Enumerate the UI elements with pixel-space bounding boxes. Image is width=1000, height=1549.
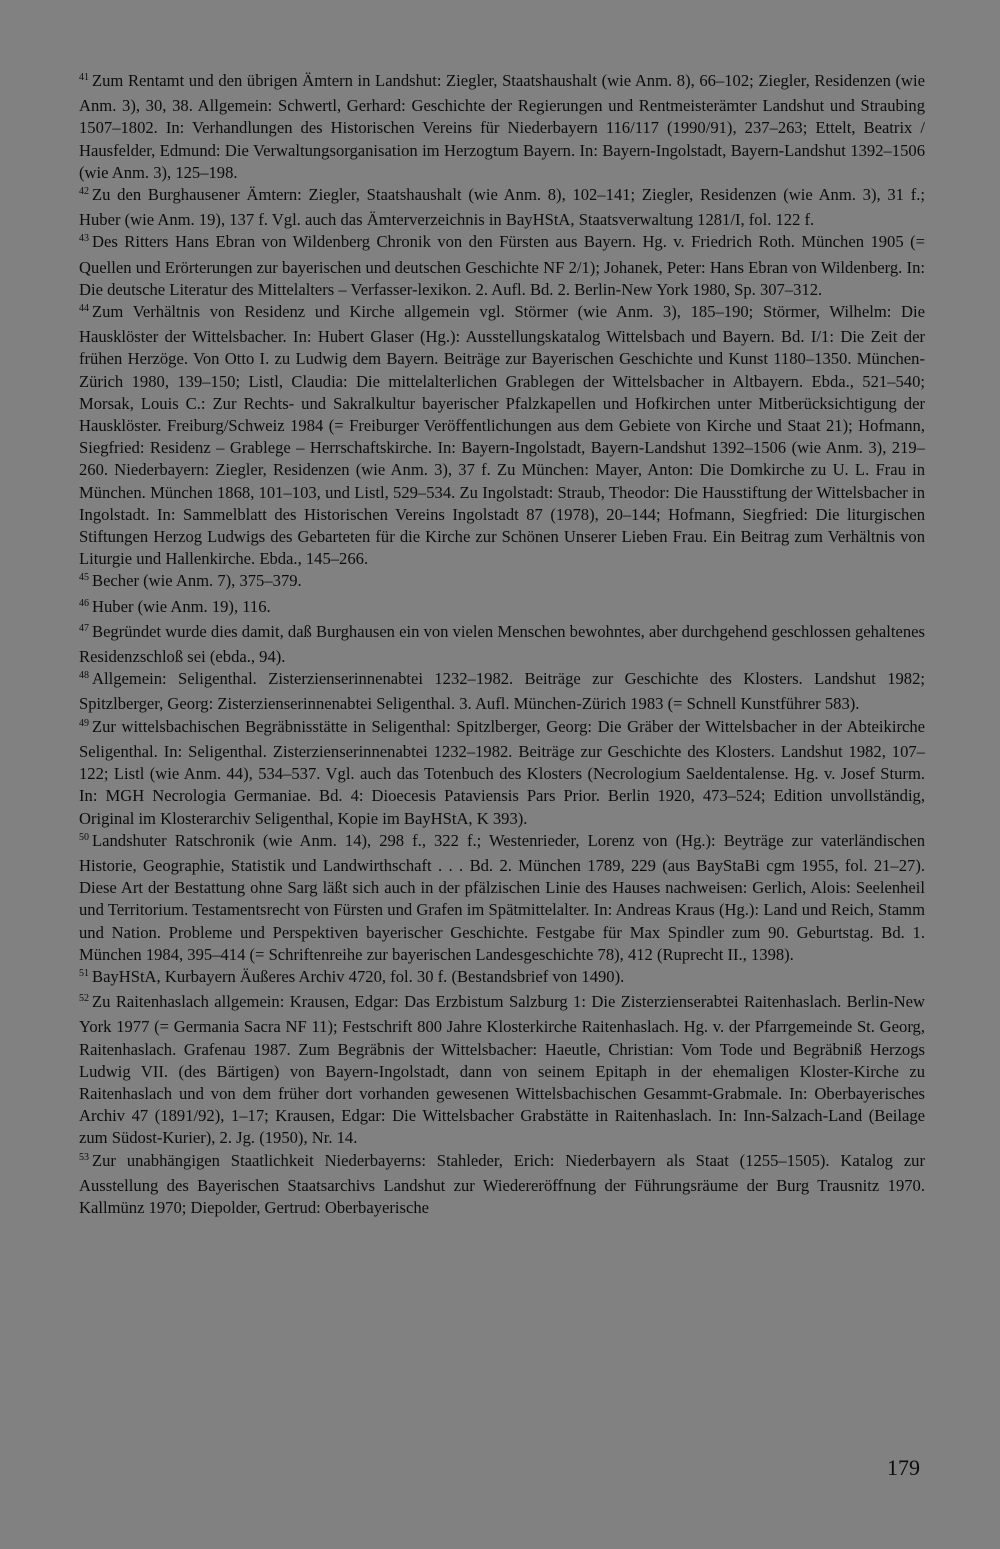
footnote-44 (79, 301, 925, 570)
footnote-number: 49 (79, 717, 89, 729)
footnote-number: 50 (79, 831, 89, 843)
footnote-text: Becher (wie Anm. 7), 375–379. (92, 571, 302, 591)
footnote-number: 51 (79, 967, 89, 979)
footnote-number: 53 (79, 1151, 89, 1163)
footnote-50 (79, 830, 925, 966)
footnote-51 (79, 966, 925, 991)
footnotes (79, 70, 925, 1219)
footnote-text: Zu Raitenhaslach allgemein: Krausen, Edgar: Das Erzbistum Salzburg 1: Die Zisterzienserabtei Raitenhaslach. Berlin-New York 1977 (= Germania Sacra NF 11); Festschrift 800 Jahre Klosterkirche Raitenhaslach. Hg. v. der Pfarrgemeinde St. Georg, Raitenhaslach. Grafenau 1987. Zum Begräbnis der Wittelsbacher: Haeutle, Christian: Vom Tode und Begräbniß Herzogs Ludwig VII. (des Bärtigen) von Bayern-Ingolstadt, dann von seinem Epitaph in der ehemaligen Kloster-Kirche zu Raitenhaslach und von dem früher dort vorhanden gewesenen Wittelsbachischen Gesammt-Grabmale. In: Oberbayerisches Archiv 47 (1891/92), 1–17; Krausen, Edgar: Die Wittelsbacher Grabstätte in Raitenhaslach. In: Inn-Salzach-Land (Beilage zum Südost-Kurier), 2. Jg. (1950), Nr. 14. (79, 992, 925, 1148)
footnote-text: Begründet wurde dies damit, daß Burghausen ein von vielen Menschen bewohntes, aber durchgehend geschlossen gehaltenes Residenzschloß sei (ebda., 94). (79, 621, 925, 667)
footnote-text: Zur unabhängigen Staatlichkeit Niederbayerns: Stahleder, Erich: Niederbayern als Staat (1255–1505). Katalog zur Ausstellung des Bayerischen Staatsarchivs Landshut zur Wiedereröffnung der Führungsräume der Burg Trausnitz 1970. Kallmünz 1970; Diepolder, Gertrud: Oberbayerische (79, 1150, 925, 1217)
footnote-text: Zur wittelsbachischen Begräbnisstätte in Seligenthal: Spitzlberger, Georg: Die Gräber der Wittelsbacher in der Abteikirche Seligenthal. In: Seligenthal. Zisterzienserinnenabtei 1232–1982. Beiträge zur Geschichte des Klosters. Landshut 1982, 107–122; Listl (wie Anm. 44), 534–537. Vgl. auch das Totenbuch des Klosters (Necrologium Saeldentalense. Hg. v. Josef Sturm. In: MGH Necrologia Germaniae. Bd. 4: Dioecesis Pataviensis Pars Prior. Berlin 1920, 473–524; Edition unvollständig, Original im Klosterarchiv Seligenthal, Kopie im BayHStA, K 393). (79, 716, 925, 828)
footnote-48 (79, 668, 925, 715)
footnote-42 (79, 184, 925, 231)
footnote-text: Allgemein: Seligenthal. Zisterzienserinnenabtei 1232–1982. Beiträge zur Geschichte des Klosters. Landshut 1982; Spitzlberger, Georg: Zisterzienserinnenabtei Seligenthal. 3. Aufl. München-Zürich 1983 (= Schnell Kunstführer 583). (79, 669, 925, 714)
footnote-number: 42 (79, 186, 89, 198)
footnote-number: 45 (79, 572, 89, 584)
footnote-46 (79, 596, 925, 621)
footnote-41 (79, 70, 925, 184)
footnote-number: 43 (79, 233, 89, 245)
footnote-47 (79, 621, 925, 668)
footnote-number: 48 (79, 670, 89, 682)
footnote-43 (79, 231, 925, 301)
footnote-text: Des Ritters Hans Ebran von Wildenberg Chronik von den Fürsten aus Bayern. Hg. v. Friedrich Roth. München 1905 (= Quellen und Erörterungen zur bayerischen und deutschen Geschichte NF 2/1); Johanek, Peter: Hans Ebran von Wildenberg. In: Die deutsche Literatur des Mittelalters – Verfasser-lexikon. 2. Aufl. Bd. 2. Berlin-New York 1980, Sp. 307–312. (79, 232, 925, 299)
footnote-52 (79, 991, 925, 1149)
footnote-49 (79, 716, 925, 830)
footnote-45 (79, 570, 925, 595)
footnote-text: Zu den Burghausener Ämtern: Ziegler, Staatshaushalt (wie Anm. 8), 102–141; Ziegler, Residenzen (wie Anm. 3), 31 f.; Huber (wie Anm. 19), 137 f. Vgl. auch das Ämterverzeichnis in BayHStA, Staatsverwaltung 1281/I, fol. 122 f. (79, 185, 925, 230)
footnote-text: Zum Rentamt und den übrigen Ämtern in Landshut: Ziegler, Staatshaushalt (wie Anm. 8), 66–102; Ziegler, Residenzen (wie Anm. 3), 30, 38. Allgemein: Schwertl, Gerhard: Geschichte der Regierungen und Rentmeisterämter Landshut und Straubing 1507–1802. In: Verhandlungen des Historischen Vereins für Niederbayern 116/117 (1990/91), 237–263; Ettelt, Beatrix / Hausfelder, Edmund: Die Verwaltungsorganisation im Herzogtum Bayern. In: Bayern-Ingolstadt, Bayern-Landshut 1392–1506 (wie Anm. 3), 125–198. (79, 71, 925, 182)
footnote-number: 41 (79, 72, 89, 83)
footnote-text: Zum Verhältnis von Residenz und Kirche allgemein vgl. Störmer (wie Anm. 3), 185–190; Störmer, Wilhelm: Die Hausklöster der Wittelsbacher. In: Hubert Glaser (Hg.): Ausstellungskatalog Wittelsbach und Bayern. Bd. I/1: Die Zeit der frühen Herzöge. Von Otto I. zu Ludwig dem Bayern. Beiträge zur Bayerischen Geschichte und Kunst 1180–1350. München-Zürich 1980, 139–150; Listl, Claudia: Die mittelalterlichen Grablegen der Wittelsbacher in Altbayern. Ebda., 521–540; Morsak, Louis C.: Zur Rechts- und Sakralkultur bayerischer Pfalzkapellen und Hofkirchen unter Mitberücksichtigung der Hausklöster. Freiburg/Schweiz 1984 (= Freiburger Veröffentlichungen aus dem Gebiete von Kirche und Staat 21); Hofmann, Siegfried: Residenz – Grablege – Herrschaftskirche. In: Bayern-Ingolstadt, Bayern-Landshut 1392–1506 (wie Anm. 3), 219–260. Niederbayern: Ziegler, Residenzen (wie Anm. 3), 37 f. Zu München: Mayer, Anton: Die Domkirche zu U. L. Frau in München. München 1868, 101–103, und Listl, 529–534. Zu Ingolstadt: Straub, Theodor: Die Hausstiftung der Wittelsbacher in Ingolstadt. In: Sammelblatt des Historischen Vereins Ingolstadt 87 (1978), 20–144; Hofmann, Siegfried: Die liturgischen Stiftungen Herzog Ludwigs des Gebarteten für die Kirche zur Schönen Unserer Lieben Frau. Ein Beitrag zum Verhältnis von Liturgie und Hallenkirche. Ebda., 145–266. (79, 302, 925, 569)
footnote-number: 44 (79, 303, 89, 315)
footnote-text: Huber (wie Anm. 19), 116. (92, 596, 271, 616)
footnote-number: 46 (79, 597, 89, 609)
footnote-text: Landshuter Ratschronik (wie Anm. 14), 298 f., 322 f.; Westenrieder, Lorenz von (Hg.): Beyträge zur vaterländischen Historie, Geographie, Statistik und Landwirthschaft . . . Bd. 2. München 1789, 229 (aus BayStaBi cgm 1955, fol. 21–27). Diese Art der Bestattung ohne Sarg läßt sich auch in der pfälzischen Linie des Hauses nachweisen: Gerlich, Alois: Seelenheil und Territorium. Testamentsrecht von Fürsten und Grafen im Spätmittelalter. In: Andreas Kraus (Hg.): Land und Reich, Stamm und Nation. Probleme und Perspektiven bayerischer Geschichte. Festgabe für Max Spindler zum 90. Geburtstag. Bd. 1. München 1984, 395–414 (= Schriftenreihe zur bayerischen Landesgeschichte 78), 412 (Ruprecht II., 1398). (79, 830, 925, 964)
footnote-number: 47 (79, 622, 89, 634)
footnote-text: BayHStA, Kurbayern Äußeres Archiv 4720, fol. 30 f. (Bestandsbrief von 1490). (92, 966, 625, 986)
footnote-53 (79, 1150, 925, 1220)
footnote-number: 52 (79, 993, 89, 1005)
page-number: 179 (887, 1455, 920, 1480)
